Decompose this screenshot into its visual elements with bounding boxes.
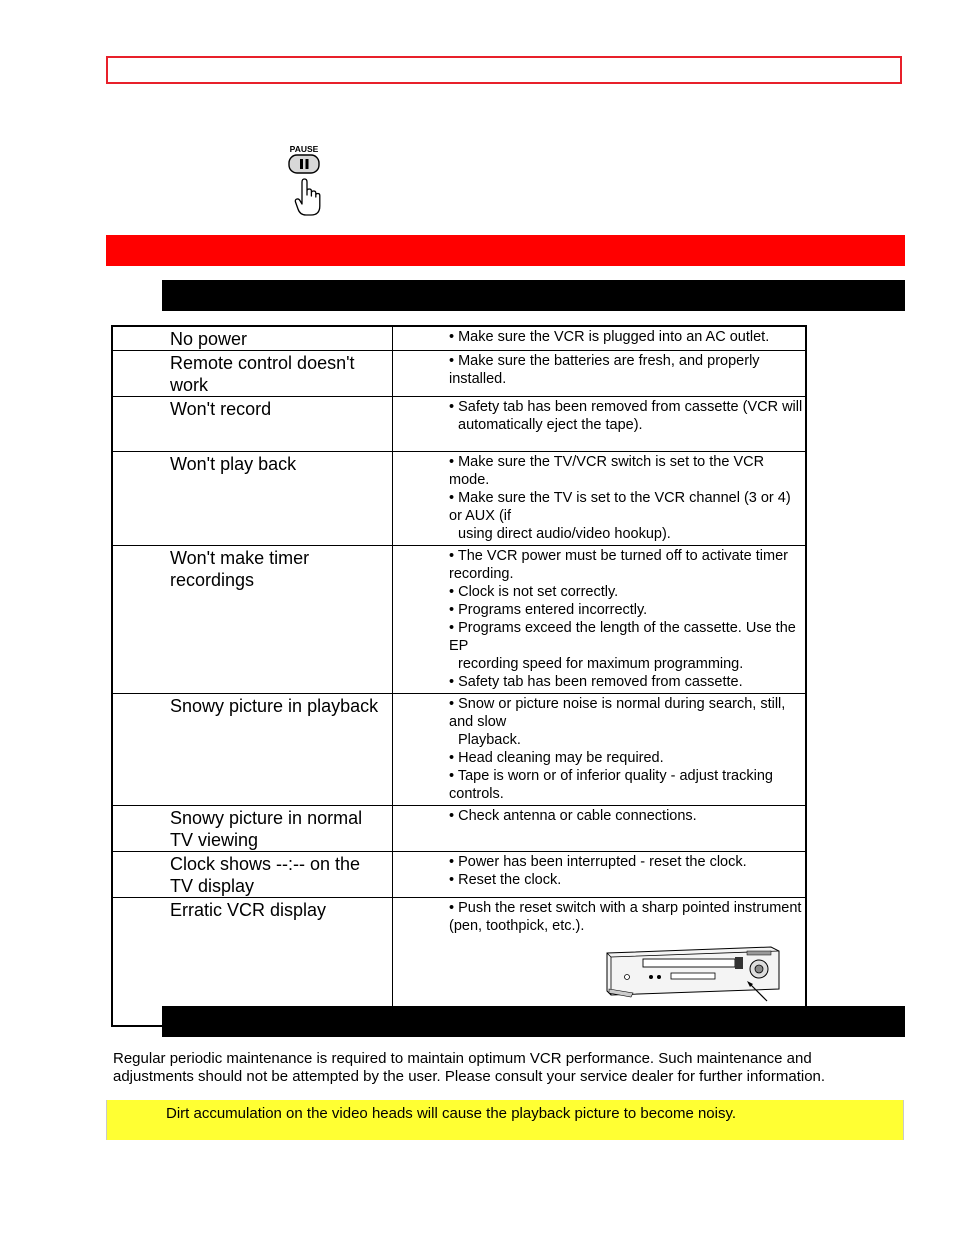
solution-cell [393, 852, 807, 898]
solution-line: • Power has been interrupted - reset the clock. [449, 854, 747, 870]
table-row [112, 351, 806, 397]
problem-cell [112, 351, 393, 397]
solution-cell [393, 452, 807, 546]
table-row [112, 806, 806, 852]
solution-line: • Reset the clock. [449, 872, 562, 888]
problem-cell [112, 852, 393, 898]
pointing-hand-icon [294, 178, 324, 218]
solution-line: • Programs entered incorrectly. [449, 602, 648, 618]
maintenance-paragraph: Regular periodic maintenance is required to maintain optimum VCR performance. Such maintenance and adjustments should not be attempted by the user. Please consult your service dealer for further information. [113, 1050, 826, 1085]
solution-line: • Snow or picture noise is normal during search, still, and slow [449, 696, 786, 730]
solution-line: • Head cleaning may be required. [449, 750, 664, 766]
table-row [112, 546, 806, 694]
troubleshooting-table [111, 325, 807, 1027]
note-text: Dirt accumulation on the video heads will cause the playback picture to become noisy. [166, 1105, 737, 1122]
problem-cell [112, 326, 393, 351]
solution-line: • Make sure the TV/VCR switch is set to the VCR mode. [449, 454, 765, 488]
solution-line: • Make sure the batteries are fresh, and properly installed. [449, 353, 760, 387]
header-frame [106, 56, 902, 84]
problem-cell [112, 546, 393, 694]
pause-button-illustration [286, 142, 326, 218]
solution-line: recording speed for maximum programming. [458, 656, 744, 672]
troubleshooting-heading-bar [162, 280, 905, 311]
solution-line: automatically eject the tape). [458, 417, 643, 433]
problem-text: Erratic VCR display [170, 900, 327, 920]
table-row [112, 694, 806, 806]
solution-line: • The VCR power must be turned off to activate timer recording. [449, 548, 789, 582]
problem-text: Won't record [170, 399, 272, 419]
solution-line: • Safety tab has been removed from cassette. [449, 674, 743, 690]
solution-cell [393, 806, 807, 852]
problem-text: Remote control doesn't work [170, 353, 355, 395]
problem-text: Won't play back [170, 454, 297, 474]
section-heading-bar [106, 235, 905, 266]
solution-cell [393, 546, 807, 694]
solution-line: • Make sure the VCR is plugged into an AC outlet. [449, 329, 770, 345]
solution-cell [393, 397, 807, 452]
problem-cell [112, 806, 393, 852]
table-row [112, 397, 806, 452]
problem-text: Won't make timer recordings [170, 548, 310, 590]
note-box [106, 1100, 904, 1140]
maintenance-heading-bar [162, 1006, 905, 1037]
solution-line: using direct audio/video hookup). [458, 526, 671, 542]
table-row [112, 326, 806, 351]
solution-line: • Tape is worn or of inferior quality - adjust tracking controls. [449, 768, 773, 802]
problem-cell [112, 452, 393, 546]
problem-text: No power [170, 329, 248, 349]
problem-text: Clock shows --:-- on the TV display [170, 854, 361, 896]
problem-text: Snowy picture in normal TV viewing [170, 808, 363, 850]
solution-line: • Clock is not set correctly. [449, 584, 619, 600]
solution-line: Playback. [458, 732, 521, 748]
table-row [112, 452, 806, 546]
problem-text: Snowy picture in playback [170, 696, 379, 716]
solution-cell [393, 326, 807, 351]
solution-cell [393, 351, 807, 397]
problem-cell [112, 397, 393, 452]
solution-line: • Push the reset switch with a sharp pointed instrument (pen, toothpick, etc.). [449, 900, 802, 934]
table-row [112, 852, 806, 898]
solution-line: • Check antenna or cable connections. [449, 808, 697, 824]
pause-label: PAUSE [289, 144, 319, 154]
problem-cell [112, 694, 393, 806]
solution-line: • Make sure the TV is set to the VCR channel (3 or 4) or AUX (if [449, 490, 791, 524]
solution-cell [393, 694, 807, 806]
solution-line: • Safety tab has been removed from cassette (VCR will [449, 399, 803, 415]
solution-line: • Programs exceed the length of the cassette. Use the EP [449, 620, 796, 654]
